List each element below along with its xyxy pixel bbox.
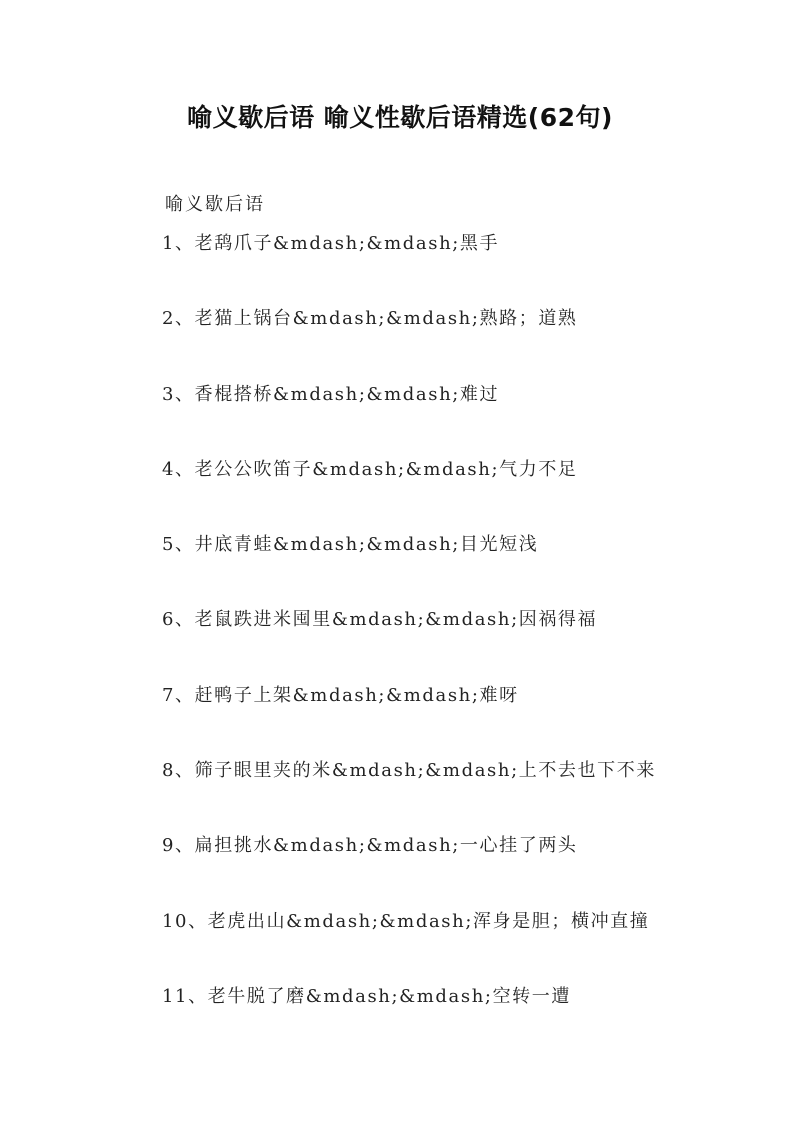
list-item: 7、赶鸭子上架&mdash;&mdash;难呀 bbox=[162, 684, 519, 706]
list-item: 3、香棍搭桥&mdash;&mdash;难过 bbox=[162, 383, 500, 405]
list-item: 4、老公公吹笛子&mdash;&mdash;气力不足 bbox=[162, 458, 578, 480]
list-item: 8、筛子眼里夹的米&mdash;&mdash;上不去也下不来 bbox=[162, 760, 656, 782]
list-item: 5、井底青蛙&mdash;&mdash;目光短浅 bbox=[162, 534, 539, 556]
list-item: 11、老牛脱了磨&mdash;&mdash;空转一遭 bbox=[162, 985, 571, 1007]
proverb-list bbox=[162, 229, 656, 1057]
list-item: 2、老猫上锅台&mdash;&mdash;熟路；道熟 bbox=[162, 308, 578, 330]
section-heading: 喻义歇后语 bbox=[165, 194, 265, 215]
list-item: 1、老鸹爪子&mdash;&mdash;黑手 bbox=[162, 233, 500, 254]
page-title: 喻义歇后语 喻义性歇后语精选(62句) bbox=[187, 103, 613, 132]
list-item: 9、扁担挑水&mdash;&mdash;一心挂了两头 bbox=[162, 835, 578, 857]
list-item: 6、老鼠跌进米囤里&mdash;&mdash;因祸得福 bbox=[162, 609, 598, 631]
list-item: 10、老虎出山&mdash;&mdash;浑身是胆；横冲直撞 bbox=[162, 910, 650, 932]
